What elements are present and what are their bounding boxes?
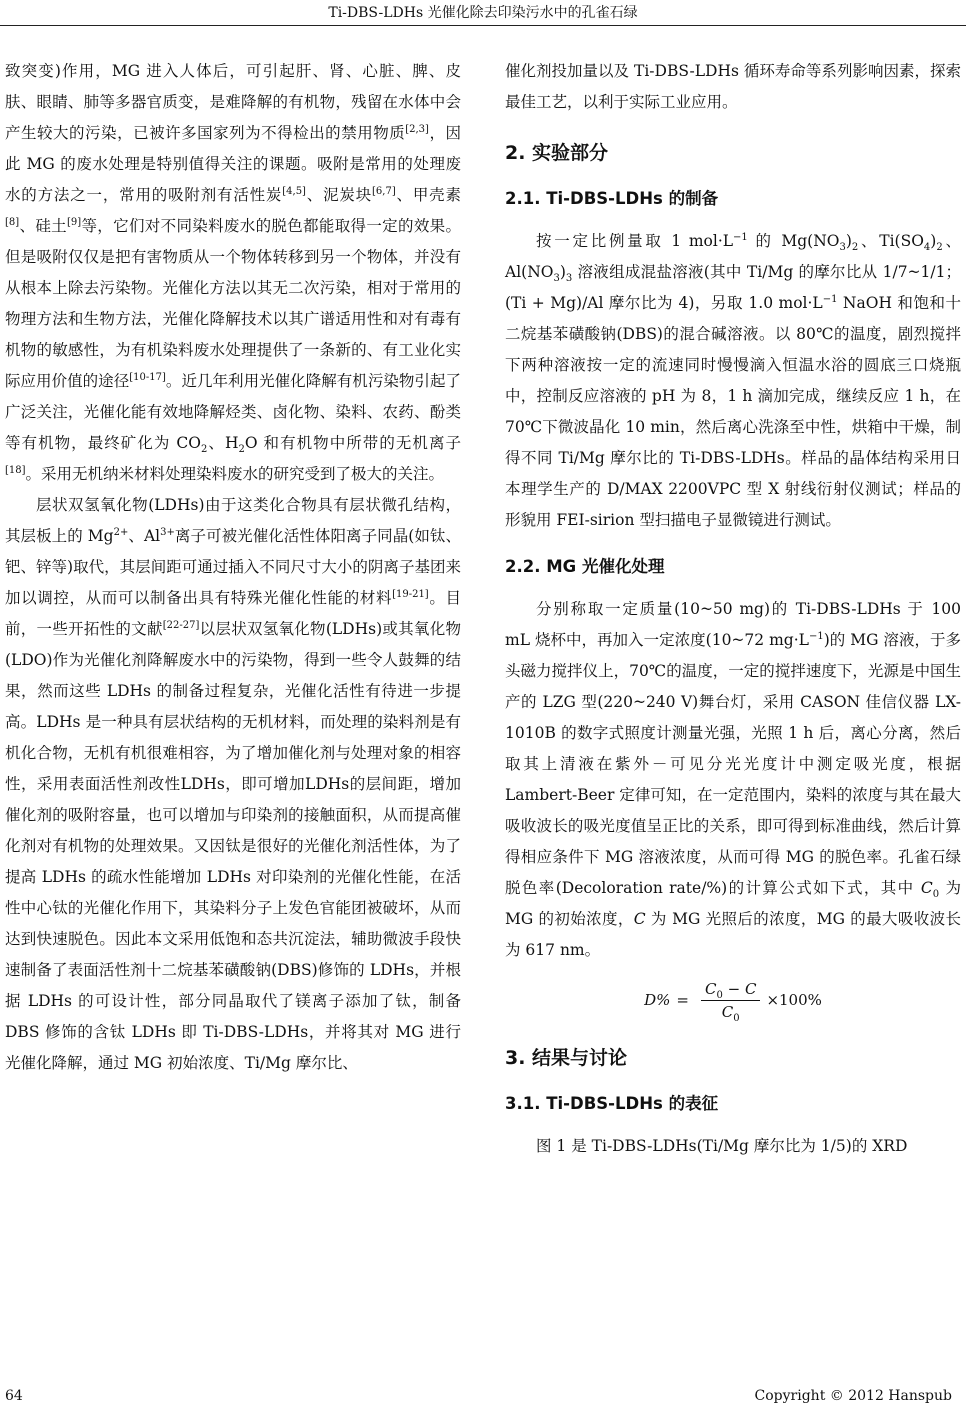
page-number: 64: [5, 1388, 23, 1404]
decoloration-formula: D% = $\frac{C_0 - C}{C_0}$ ×100%: [644, 980, 822, 1024]
paragraph: 图 1 是 Ti-DBS-LDHs(Ti/Mg 摩尔比为 1/5)的 XRD: [536, 1137, 908, 1155]
citation[interactable]: [22-27]: [162, 619, 200, 631]
subsection-heading: 2.1. Ti-DBS-LDHs 的制备: [505, 189, 719, 208]
section-heading: 3. 结果与讨论: [505, 1047, 628, 1069]
subsection-heading: 2.2. MG 光催化处理: [505, 557, 665, 576]
copyright: Copyright © 2012 Hanspub: [754, 1388, 952, 1404]
citation[interactable]: [6,7]: [372, 185, 396, 197]
citation[interactable]: [2,3]: [405, 123, 429, 135]
running-title: Ti-DBS-LDHs 光催化除去印染污水中的孔雀石绿: [0, 0, 966, 26]
section-heading: 2. 实验部分: [505, 142, 609, 164]
paragraph: 分别称取一定质量(10~50 mg)的 Ti-DBS-LDHs 于 100 mL 烧杯中，再加入一定浓度(10~72 $mg\cdot L^{-1}$)的 MG 溶液，于多头磁力搅拌仪上，70℃的温度，一定的搅拌速度下，光源是中国生产的 LZG 型(220~240 V)舞台灯，采用 CASON 佳信仪器 LX-1010B 的数字式照度计测量光强，光照 1 h 后，离心分离，然后取其上清液在紫外－可见分光光度计中测定吸光度，根据 Lambert-Beer 定律可知，在一定范围内，染料的浓度与其在最大吸收波长的吸光度值呈正比的关系，即可得到标准曲线，然后计算得相应条件下 MG 溶液浓度，从而可得 MG 的脱色率。孔雀石绿脱色率(Decoloration rate/%)的计算公式如下式，其中 $C_0$ 为 MG 的初始浓度，C 为 MG 光照后的浓度，MG 的最大吸收波长为 617 nm。: [505, 600, 962, 959]
paragraph: 层状双氢氧化物(LDHs)由于这类化合物具有层状微孔结构，其层板上的 $Mg^{2+}$、$Al^{3+}$离子可被光催化活性体阳离子同晶(如钛、钯、锌等)取代，其层间距可通过插入不同尺寸大小的阴离子基团来加以调控，从而可以制备出具有特殊光催化性能的材料[19-21]。目前，一些开拓性的文献[22-27]以层状双氢氧化物(LDHs)或其氧化物(LDO)作为光催化剂降解废水中的污染物，得到一些令人鼓舞的结果，然而这些 LDHs 的制备过程复杂，光催化活性有待进一步提高。LDHs 是一种具有层状结构的无机材料，而处理的染料剂是有机化合物，无机有机很难相容，为了增加催化剂与处理对象的相容性，采用表面活性剂改性LDHs，即可增加LDHs的层间距，增加催化剂的吸附容量，也可以增加与印染剂的接触面积，从而提高催化剂对有机物的处理效果。又因钛是很好的光催化剂活性体，为了提高 LDHs 的疏水性能增加 LDHs 对印染剂的光催化性能，在活性中心钛的光催化作用下，其染料分子上发色官能团被破坏，从而达到快速脱色。因此本文采用低饱和态共沉淀法，辅助微波手段快速制备了表面活性剂十二烷基苯磺酸钠(DBS)修饰的 LDHs，并根据 LDHs 的可设计性，部分同晶取代了镁离子添加了钛，制备 DBS 修饰的含钛 LDHs 即 Ti-DBS-LDHs，并将其对 MG 进行光催化降解，通过 MG 初始浓度、Ti/Mg 摩尔比、: [5, 496, 461, 1072]
citation[interactable]: [18]: [5, 464, 26, 476]
citation[interactable]: [19-21]: [392, 588, 429, 600]
left-column: [5, 56, 461, 1079]
citation[interactable]: [10-17]: [129, 371, 166, 383]
subsection-heading: 3.1. Ti-DBS-LDHs 的表征: [505, 1094, 719, 1113]
paragraph: 致突变)作用，MG 进入人体后，可引起肝、肾、心脏、脾、皮肤、眼睛、肺等多器官质变，是难降解的有机物，残留在水体中会产生较大的污染，已被许多国家列为不得检出的禁用物质[2,3]，因此 MG 的废水处理是特别值得关注的课题。吸附是常用的处理废水的方法之一，常用的吸附剂有活性炭[4,5]、泥炭块[6,7]、甲壳素[8]、硅土[9]等，它们对不同染料废水的脱色都能取得一定的效果。但是吸附仅仅是把有害物质从一个物体转移到另一个物体，并没有从根本上除去污染物。光催化方法以其无二次污染，相对于常用的物理方法和生物方法，光催化降解技术以其广谱适用性和对有毒有机物的敏感性，为有机染料废水处理提供了一条新的、有工业化实际应用价值的途径[10-17]。近几年利用光催化降解有机污染物引起了广泛关注，光催化能有效地降解烃类、卤化物、染料、农药、酚类等有机物，最终矿化为 $CO_2$、$H_2O$ 和有机物中所带的无机离子[18]。采用无机纳米材料处理染料废水的研究受到了极大的关注。: [5, 62, 461, 483]
paragraph: 催化剂投加量以及 Ti-DBS-LDHs 循环寿命等系列影响因素，探索最佳工艺，以利于实际工业应用。: [505, 62, 961, 111]
right-column: [505, 56, 961, 1162]
citation[interactable]: [9]: [66, 216, 82, 228]
paragraph: 按一定比例量取 1 $mol\cdot L^{-1}$ 的 $Mg(NO_3)_2$、$Ti(SO_4)_2$、$Al(NO_3)_3$ 溶液组成混盐溶液(其中 Ti/Mg 的摩尔比从 1/7~1/1；(Ti + Mg)/Al 摩尔比为 4)，另取 1.0 $mol\cdot L^{-1}$ NaOH 和饱和十二烷基苯磺酸钠(DBS)的混合碱溶液。以 80℃的温度，剧烈搅拌下两种溶液按一定的流速同时慢慢滴入恒温水浴的圆底三口烧瓶中，控制反应溶液的 pH 为 8，1 h 滴加完成，继续反应 1 h，在 70℃下微波晶化 10 min，然后离心洗涤至中性，烘箱中干燥，制得不同 Ti/Mg 摩尔比的 Ti-DBS-LDHs。样品的晶体结构采用日本理学生产的 D/MAX 2200VPC 型 X 射线衍射仪测试；样品的形貌用 FEI-sirion 型扫描电子显微镜进行测试。: [505, 231, 961, 529]
citation[interactable]: [4,5]: [282, 185, 306, 197]
citation[interactable]: [8]: [5, 216, 20, 228]
